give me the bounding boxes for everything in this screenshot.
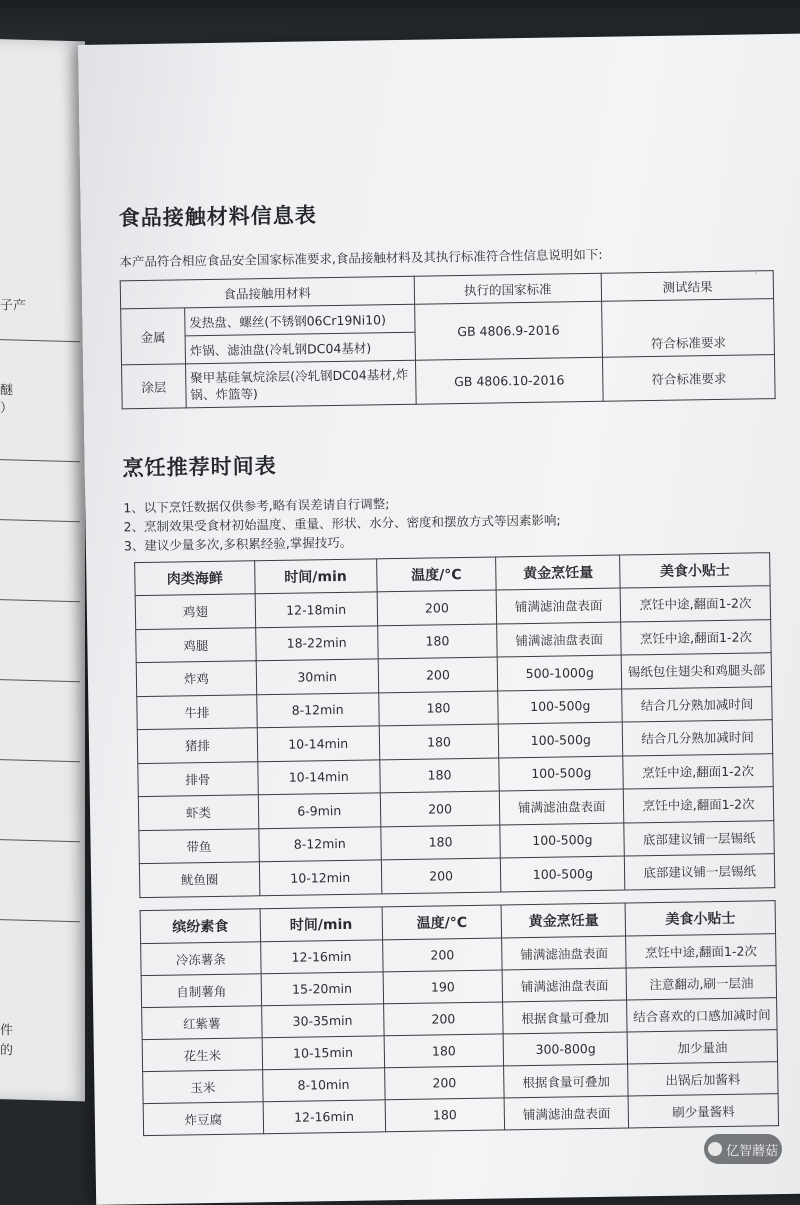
- temperature-cell: 200: [380, 791, 500, 826]
- material-category: 金属: [121, 308, 186, 365]
- result-cell: 符合标准要求: [603, 355, 775, 402]
- time-cell: 10-12min: [259, 860, 381, 895]
- header-cell: 肉类海鲜: [135, 561, 255, 596]
- food-name-cell: 鸡腿: [136, 627, 256, 662]
- tip-cell: 烹饪中途,翻面1-2次: [624, 787, 774, 823]
- manual-page: [78, 33, 800, 1205]
- tip-cell: 底部建议铺一层锡纸: [624, 820, 774, 856]
- time-cell: 12-18min: [255, 592, 377, 627]
- food-name-cell: 自制薯角: [141, 974, 261, 1008]
- temperature-cell: 180: [378, 690, 498, 725]
- tip-cell: 注意翻动,刷一层油: [626, 966, 776, 1000]
- amount-cell: 铺满滤油盘表面: [503, 968, 627, 1002]
- amount-cell: 500-1000g: [498, 655, 622, 690]
- time-cell: 18-22min: [255, 625, 377, 660]
- food-name-cell: 冷冻薯条: [141, 942, 261, 976]
- materials-title: 食品接触材料信息表: [118, 203, 317, 231]
- tip-cell: 结合喜欢的口感加减时间: [627, 998, 777, 1032]
- temperature-cell: 180: [379, 757, 499, 792]
- temperature-cell: 200: [382, 938, 502, 972]
- temperature-cell: 180: [385, 1098, 505, 1132]
- amount-cell: 300-800g: [504, 1032, 628, 1066]
- amount-cell: 根据食量可叠加: [504, 1064, 628, 1098]
- amount-cell: 100-500g: [499, 722, 623, 757]
- time-cell: 8-10min: [262, 1068, 384, 1102]
- watermark-badge: [704, 1134, 782, 1164]
- left-page-rule: [0, 759, 80, 762]
- food-name-cell: 猪排: [137, 728, 257, 763]
- amount-cell: 铺满滤油盘表面: [497, 588, 621, 623]
- left-page-text: ）: [0, 401, 14, 417]
- food-name-cell: 牛排: [137, 694, 257, 729]
- standard-cell: GB 4806.9-2016: [414, 301, 603, 360]
- tip-cell: 烹饪中途,翻面1-2次: [621, 619, 771, 655]
- material-item: 炸锅、滤油盘(冷轧钢DC04基材): [185, 332, 415, 364]
- header-cell: 执行的国家标准: [414, 273, 602, 304]
- tip-cell: 烹饪中途,翻面1-2次: [626, 934, 776, 968]
- amount-cell: 铺满滤油盘表面: [505, 1096, 629, 1130]
- temperature-cell: 200: [383, 1002, 503, 1036]
- left-page-rule: [0, 519, 80, 522]
- bleed-through-text: ·: [753, 264, 759, 283]
- temperature-cell: 180: [380, 824, 500, 859]
- tip-cell: 烹饪中途,翻面1-2次: [623, 753, 773, 789]
- cooking-note: 3、建议少量多次,多积累经验,掌握技巧。: [123, 534, 353, 554]
- temperature-cell: 200: [381, 858, 501, 893]
- header-cell: 测试结果: [601, 271, 773, 302]
- material-category: 涂层: [122, 364, 187, 409]
- left-page-rule: [0, 679, 80, 682]
- meat-seafood-table: [134, 552, 775, 897]
- left-page-rule: [0, 339, 80, 342]
- materials-intro: 本产品符合相应食品安全国家标准要求,食品接触材料及其执行标准符合性信息说明如下:: [119, 246, 603, 270]
- tip-cell: 结合几分熟加减时间: [622, 720, 772, 756]
- food-name-cell: 花生米: [142, 1038, 262, 1072]
- time-cell: 8-12min: [259, 826, 381, 861]
- header-cell: 黄金烹饪量: [496, 555, 620, 590]
- header-cell: 美食小贴士: [625, 901, 775, 936]
- amount-cell: 100-500g: [499, 756, 623, 791]
- header-cell: 美食小贴士: [620, 553, 770, 588]
- time-cell: 15-20min: [261, 972, 383, 1006]
- food-name-cell: 鸡翅: [135, 594, 255, 629]
- cooking-note: 2、烹制效果受食材初始温度、重量、形状、水分、密度和摆放方式等因素影响;: [123, 512, 561, 535]
- materials-table: [120, 270, 776, 409]
- temperature-cell: 190: [383, 970, 503, 1004]
- amount-cell: 根据食量可叠加: [503, 1000, 627, 1034]
- amount-cell: 铺满滤油盘表面: [500, 789, 624, 824]
- header-cell: 温度/°C: [382, 905, 502, 940]
- material-item: 聚甲基硅氧烷涂层(冷轧钢DC04基材,炸锅、炸篮等): [185, 360, 415, 408]
- left-page-text: 的: [0, 1043, 14, 1059]
- amount-cell: 铺满滤油盘表面: [502, 936, 626, 970]
- time-cell: 30min: [256, 659, 378, 694]
- left-page-text: 子产: [0, 298, 27, 314]
- result-cell: 符合标准要求: [602, 299, 775, 358]
- tip-cell: 出锅后加酱料: [628, 1062, 778, 1096]
- time-cell: 30-35min: [261, 1004, 383, 1038]
- left-page-rule: [0, 459, 80, 462]
- food-name-cell: 红紫薯: [142, 1006, 262, 1040]
- table-row: [122, 355, 776, 409]
- time-cell: 10-14min: [258, 759, 380, 794]
- cooking-note: 1、以下烹饪数据仅供参考,略有误差请自行调整;: [123, 496, 390, 516]
- header-cell: 黄金烹饪量: [501, 903, 625, 938]
- header-cell: 缤纷素食: [140, 909, 260, 944]
- material-item: 发热盘、螺丝(不锈钢06Cr19Ni10): [185, 304, 415, 336]
- time-cell: 8-12min: [257, 692, 379, 727]
- amount-cell: 100-500g: [498, 689, 622, 724]
- amount-cell: 100-500g: [500, 823, 624, 858]
- temperature-cell: 200: [384, 1066, 504, 1100]
- header-cell: 温度/°C: [376, 557, 496, 592]
- amount-cell: 铺满滤油盘表面: [497, 622, 621, 657]
- tip-cell: 底部建议铺一层锡纸: [625, 854, 775, 890]
- mushroom-logo-icon: [708, 1142, 722, 1156]
- food-name-cell: 玉米: [143, 1070, 263, 1104]
- left-page-rule: [0, 919, 80, 922]
- tip-cell: 烹饪中途,翻面1-2次: [620, 586, 770, 622]
- tip-cell: 刷少量酱料: [628, 1094, 778, 1128]
- left-page-rule: [0, 599, 80, 602]
- time-cell: 10-15min: [262, 1036, 384, 1070]
- time-cell: 6-9min: [258, 793, 380, 828]
- temperature-cell: 180: [384, 1034, 504, 1068]
- time-cell: 10-14min: [257, 726, 379, 761]
- watermark-text: 亿智蘑菇: [725, 1143, 778, 1159]
- tip-cell: 结合几分熟加减时间: [622, 686, 772, 722]
- temperature-cell: 180: [379, 724, 499, 759]
- tip-cell: 锡纸包住翅尖和鸡腿头部: [621, 653, 771, 689]
- cooking-title: 烹饪推荐时间表: [122, 453, 277, 481]
- food-name-cell: 炸豆腐: [143, 1102, 263, 1136]
- tip-cell: 加少量油: [627, 1030, 777, 1064]
- header-cell: 时间/min: [254, 559, 376, 594]
- temperature-cell: 200: [377, 590, 497, 625]
- food-name-cell: 炸鸡: [136, 661, 256, 696]
- temperature-cell: 180: [377, 623, 497, 658]
- left-page: [0, 39, 85, 1102]
- food-name-cell: 带鱼: [139, 828, 259, 863]
- header-cell: 时间/min: [260, 907, 382, 942]
- left-page-text: 醚: [0, 383, 14, 399]
- time-cell: 12-16min: [263, 1100, 385, 1134]
- vegetable-table: [140, 900, 779, 1136]
- left-page-rule: [0, 839, 80, 842]
- standard-cell: GB 4806.10-2016: [415, 357, 603, 404]
- food-name-cell: 虾类: [138, 795, 258, 830]
- food-name-cell: 鱿鱼圈: [139, 862, 259, 897]
- header-cell: 食品接触用材料: [120, 276, 414, 309]
- temperature-cell: 200: [378, 657, 498, 692]
- food-name-cell: 排骨: [138, 761, 258, 796]
- amount-cell: 100-500g: [501, 856, 625, 891]
- time-cell: 12-16min: [260, 940, 382, 974]
- left-page-text: 件: [0, 1023, 14, 1039]
